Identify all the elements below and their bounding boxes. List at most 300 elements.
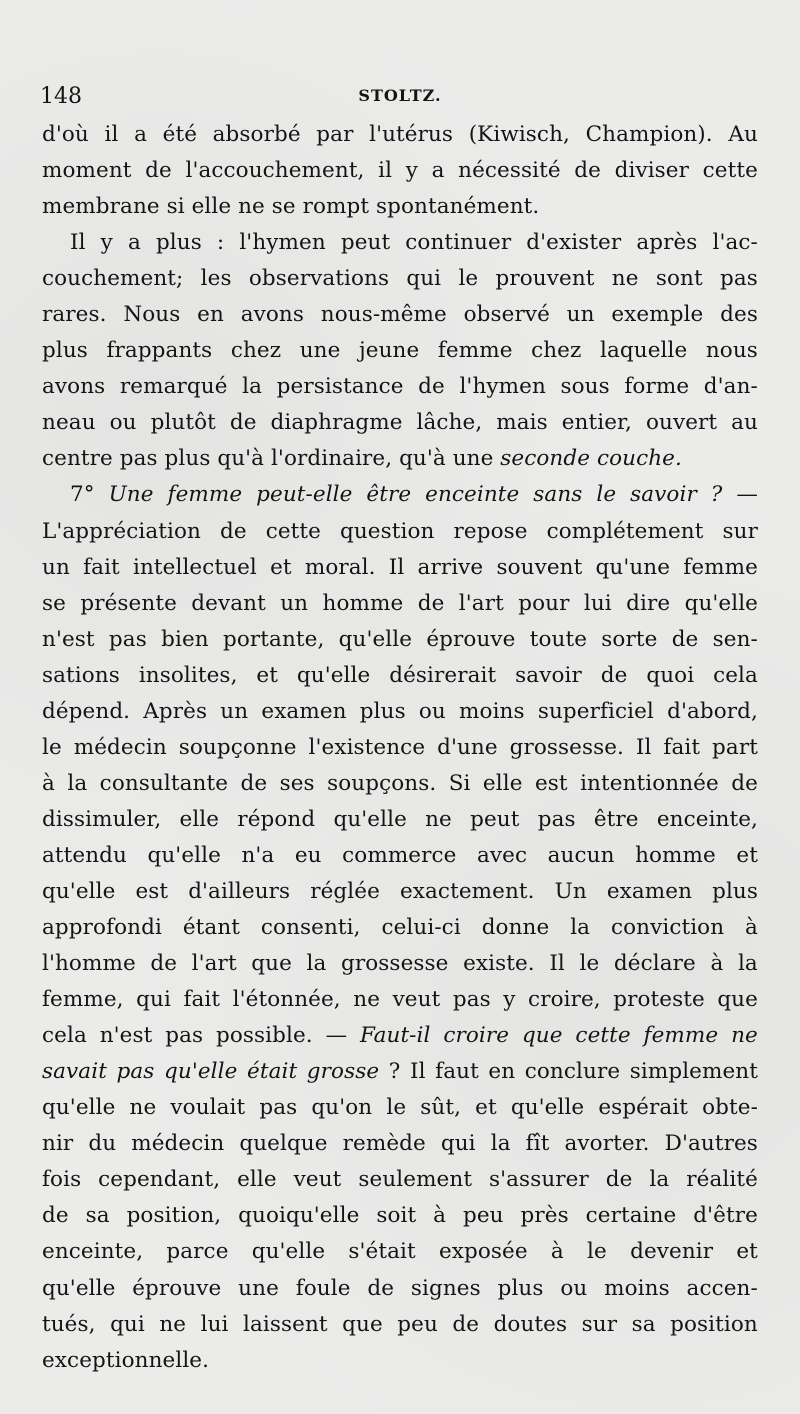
word: Il	[549, 951, 565, 977]
word: attendu	[42, 842, 127, 868]
word: pas	[452, 987, 491, 1013]
word: bien	[161, 626, 209, 652]
word: l'ac-	[712, 230, 758, 256]
word: cette	[265, 518, 321, 544]
word: (Kiwisch,	[468, 122, 570, 147]
word: ?	[710, 482, 723, 508]
word: réglée	[310, 878, 380, 904]
word: doutes	[493, 1311, 568, 1337]
word: un	[566, 302, 595, 328]
word: soupçons.	[327, 770, 437, 796]
word: enceinte	[425, 482, 520, 508]
word: femme	[167, 482, 243, 508]
word: un	[42, 554, 70, 580]
word: que	[521, 1023, 563, 1049]
word: plus	[712, 878, 758, 904]
text-line	[42, 514, 758, 550]
word: la	[242, 374, 263, 400]
word: la	[490, 1131, 511, 1157]
word: enceinte,	[656, 806, 758, 832]
word: a	[431, 158, 445, 184]
word: d'an-	[703, 374, 758, 400]
word: sur	[722, 518, 758, 544]
word: avons	[42, 374, 106, 400]
word: homme	[322, 590, 404, 616]
word: quelque	[239, 1131, 328, 1157]
word: plutôt	[150, 410, 216, 436]
word: Une	[108, 482, 154, 508]
text-line	[42, 117, 758, 153]
word: que	[342, 1311, 383, 1337]
word: question	[340, 518, 435, 544]
word: obte-	[702, 1095, 758, 1121]
word: sa	[85, 1203, 110, 1229]
word: nous-même	[320, 302, 447, 328]
word: l'hymen	[239, 230, 326, 256]
word: le	[579, 951, 600, 977]
word: éprouve	[426, 626, 516, 652]
word: complétement	[546, 518, 704, 544]
word: persistance	[276, 374, 404, 400]
page-number: 148	[40, 84, 82, 109]
word: faut	[435, 1059, 479, 1085]
word: à	[433, 1203, 447, 1229]
word: fît	[525, 1131, 550, 1157]
word: grossesse	[341, 951, 449, 977]
text-line	[42, 1307, 758, 1343]
word: de	[452, 1311, 480, 1337]
word: foule	[295, 1275, 351, 1301]
word: veut	[293, 1167, 342, 1193]
word: membrane	[42, 194, 160, 220]
word: s'était	[348, 1239, 416, 1265]
word: avec	[476, 842, 528, 868]
word: ou	[109, 410, 137, 436]
word: Nous	[123, 302, 181, 328]
word: n'est	[99, 1023, 153, 1049]
word: laissent	[243, 1311, 328, 1337]
word: eu	[294, 842, 322, 868]
word: se	[42, 590, 66, 616]
word: sorte	[601, 626, 658, 652]
word: femme	[437, 338, 513, 364]
word: rompt	[302, 194, 370, 220]
word: qu'à	[217, 446, 265, 472]
word: le	[386, 1095, 407, 1121]
word: intentionnée	[580, 770, 719, 796]
word: pour	[518, 590, 570, 616]
word: présente	[80, 590, 177, 616]
word: sa	[631, 1311, 656, 1337]
word: moins	[459, 698, 525, 724]
word: couchement;	[42, 266, 184, 292]
word: qu'on	[311, 1095, 373, 1121]
word: et	[475, 1095, 497, 1121]
text-line	[42, 946, 758, 982]
word: ne	[425, 806, 452, 832]
text-line	[42, 550, 758, 586]
word: peut-elle	[256, 482, 353, 508]
word: cela	[42, 1023, 87, 1049]
word: spontanément.	[375, 194, 540, 220]
word: l'ordinaire,	[270, 446, 393, 472]
word: de	[229, 410, 257, 436]
text-line	[42, 586, 758, 622]
word: lâche,	[416, 410, 483, 436]
word: qu'à	[399, 446, 446, 472]
word: la	[306, 951, 327, 977]
word: sût,	[420, 1095, 462, 1121]
word: d'être	[693, 1203, 758, 1229]
word: qu'elle	[42, 1095, 116, 1121]
word: de	[731, 770, 758, 796]
word: qu'elle	[296, 662, 371, 688]
word: qui	[440, 1131, 476, 1157]
text-line	[42, 441, 758, 477]
word: pas	[108, 626, 147, 652]
word: se	[271, 194, 296, 220]
word: exposée	[438, 1239, 528, 1265]
word: celui-ci	[381, 915, 461, 941]
word: de	[220, 518, 247, 544]
word: entier,	[561, 410, 632, 436]
word: savoir	[630, 482, 697, 508]
word: exceptionnelle.	[42, 1347, 210, 1373]
word: d'ailleurs	[188, 878, 291, 904]
word: dépend.	[42, 698, 131, 724]
word: plus	[359, 698, 406, 724]
word: elle	[191, 194, 232, 220]
word: ne	[238, 194, 265, 220]
word: déclare	[613, 951, 696, 977]
word: qu'elle	[333, 806, 407, 832]
word: désirerait	[389, 662, 497, 688]
word: il	[378, 158, 393, 184]
word: chez	[230, 338, 282, 364]
word: veut	[392, 987, 441, 1013]
word: par	[316, 122, 354, 147]
word: homme	[635, 842, 716, 868]
word: près	[520, 1203, 569, 1229]
word: moins	[604, 1275, 670, 1301]
text-line	[42, 1126, 758, 1162]
word: nécessité	[458, 158, 561, 184]
word: l'art	[191, 951, 237, 977]
word: rares.	[42, 302, 107, 328]
word: de	[150, 951, 178, 977]
word: croire	[443, 1023, 510, 1049]
word: diaphragme	[270, 410, 403, 436]
word: Il	[409, 1059, 426, 1085]
word: position,	[126, 1203, 222, 1229]
word: Au	[728, 122, 758, 147]
word: pas	[259, 1095, 298, 1121]
word: elle	[237, 1167, 277, 1193]
word: et	[736, 842, 758, 868]
word: soupçonne	[178, 734, 297, 760]
word: à	[745, 915, 758, 941]
word: de	[605, 1167, 633, 1193]
text-line	[42, 874, 758, 910]
word: quoiqu'elle	[238, 1203, 360, 1229]
word: qu'elle	[684, 590, 758, 616]
word: tués,	[42, 1311, 96, 1337]
word: et	[256, 662, 278, 688]
word: n'a	[241, 842, 275, 868]
word: l'art	[458, 590, 504, 616]
word: du	[88, 1131, 117, 1157]
word: ou	[560, 1275, 588, 1301]
word: fait	[663, 734, 701, 760]
word: plus	[155, 230, 202, 256]
word: de	[418, 374, 445, 400]
word: qu'elle	[147, 842, 221, 868]
word: elle	[482, 770, 523, 796]
word: sont	[655, 266, 703, 292]
word: possible.	[215, 1023, 313, 1049]
word: conclure	[524, 1059, 621, 1085]
text-line	[42, 1162, 758, 1198]
word: ne	[353, 987, 381, 1013]
text-line	[42, 730, 758, 766]
word: le	[596, 482, 617, 508]
text-line	[42, 694, 758, 730]
word: L'appréciation	[42, 518, 201, 544]
text-line	[42, 1271, 758, 1307]
text-line	[42, 658, 758, 694]
word: ?	[388, 1059, 401, 1085]
word: l'hymen	[459, 374, 546, 400]
word: sous	[560, 374, 610, 400]
text-line	[42, 1090, 758, 1126]
word: d'abord,	[667, 698, 758, 724]
word: ne	[129, 1095, 157, 1121]
word: observations	[248, 266, 390, 292]
word: souvent	[496, 554, 583, 580]
word: femme,	[42, 987, 124, 1013]
word: que	[717, 987, 758, 1013]
word: diviser	[614, 158, 690, 184]
word: 7°	[70, 482, 95, 508]
word: qui	[110, 1311, 145, 1337]
word: la	[649, 1167, 670, 1193]
word: devenir	[630, 1239, 714, 1265]
word: d'une	[437, 734, 498, 760]
word: croire,	[528, 987, 601, 1013]
word: approfondi	[42, 915, 162, 941]
word: peu	[397, 1311, 438, 1337]
word: savoir	[515, 662, 582, 688]
word: médecin	[131, 1131, 225, 1157]
text-line	[42, 1198, 758, 1234]
text-line	[42, 838, 758, 874]
word: seconde	[500, 446, 591, 472]
word: superficiel	[537, 698, 654, 724]
word: peut	[340, 230, 391, 256]
word: les	[200, 266, 232, 292]
word: y	[405, 158, 418, 184]
word: arrive	[417, 554, 484, 580]
word: moment	[42, 158, 132, 184]
word: existe.	[463, 951, 535, 977]
word: intellectuel	[132, 554, 257, 580]
word: à	[42, 770, 55, 796]
word: au	[731, 410, 758, 436]
word: Un	[554, 878, 587, 904]
text-line	[42, 297, 758, 333]
word: qu'une	[595, 554, 671, 580]
word: en	[488, 1059, 516, 1085]
text-line	[42, 153, 758, 189]
word: une	[452, 446, 494, 472]
word: cela	[713, 662, 758, 688]
text-line	[42, 261, 758, 297]
word: ne	[731, 1023, 758, 1049]
word: consenti,	[260, 915, 361, 941]
text-line	[42, 1234, 758, 1270]
word: l'étonnée,	[232, 987, 341, 1013]
word: qu'elle	[42, 1275, 116, 1301]
word: de	[145, 158, 172, 184]
word: dissimuler,	[42, 806, 162, 832]
word: toute	[529, 626, 588, 652]
word: plus	[42, 338, 88, 364]
word: étant	[182, 915, 241, 941]
word: ou	[418, 698, 446, 724]
word: sations	[42, 662, 120, 688]
word: une	[238, 1275, 279, 1301]
word: plus	[497, 1275, 544, 1301]
word: être	[366, 482, 412, 508]
word: en	[197, 302, 224, 328]
text-line	[42, 1018, 758, 1054]
word: de	[671, 626, 699, 652]
word: cette	[702, 158, 758, 184]
word: sur	[581, 1311, 618, 1337]
word: prouvent	[495, 266, 595, 292]
text-line	[42, 910, 758, 946]
text-line	[42, 1343, 758, 1379]
word: ses	[279, 770, 315, 796]
word: l'existence	[308, 734, 426, 760]
word: à	[550, 1239, 564, 1265]
word: couche.	[596, 446, 682, 472]
text-line	[42, 333, 758, 369]
word: pas	[165, 1023, 204, 1049]
word: lui	[200, 1311, 229, 1337]
word: que	[251, 951, 292, 977]
word: a	[127, 230, 141, 256]
word: l'homme	[42, 951, 136, 977]
word: est	[135, 878, 169, 904]
word: sen-	[712, 626, 758, 652]
text-line	[42, 477, 758, 513]
word: continuer	[405, 230, 512, 256]
text-line	[42, 766, 758, 802]
word: ouvert	[645, 410, 718, 436]
word: Faut-il	[360, 1023, 431, 1049]
word: repose	[453, 518, 528, 544]
word: enceinte,	[42, 1239, 144, 1265]
word: le	[458, 266, 479, 292]
word: jeune	[359, 338, 420, 364]
word: examen	[606, 878, 693, 904]
word: femme	[683, 554, 758, 580]
word: qu'elle	[338, 626, 413, 652]
word: qui	[406, 266, 442, 292]
word: la	[67, 770, 88, 796]
word: fait	[83, 554, 120, 580]
word: nous	[705, 338, 758, 364]
word: position	[670, 1311, 758, 1337]
word: examen	[261, 698, 347, 724]
word: avorter.	[564, 1131, 650, 1157]
word: pas	[537, 806, 576, 832]
word: certaine	[585, 1203, 677, 1229]
word: parce	[166, 1239, 229, 1265]
word: ne	[611, 266, 639, 292]
word: de	[367, 1275, 395, 1301]
word: d'où	[42, 122, 89, 147]
text-line	[42, 802, 758, 838]
word: femme	[643, 1023, 719, 1049]
word: donne	[481, 915, 550, 941]
word: signes	[410, 1275, 481, 1301]
word: Il	[635, 734, 652, 760]
word: remarqué	[119, 374, 228, 400]
word: pas	[119, 446, 158, 472]
word: elle	[179, 806, 220, 832]
word: été	[162, 122, 198, 147]
word: chez	[531, 338, 582, 364]
word: exactement.	[399, 878, 535, 904]
running-head: STOLTZ.	[358, 86, 442, 105]
word: le	[587, 1239, 607, 1265]
word: était	[247, 1059, 298, 1085]
word: Si	[448, 770, 471, 796]
word: nir	[42, 1131, 74, 1157]
word: avons	[240, 302, 304, 328]
page-header	[40, 84, 760, 114]
word: qu'elle	[251, 1239, 326, 1265]
word: y	[100, 230, 113, 256]
word: être	[593, 806, 639, 832]
text-line	[42, 405, 758, 441]
word: éprouve	[132, 1275, 222, 1301]
word: insolites,	[138, 662, 238, 688]
word: cependant,	[98, 1167, 221, 1193]
word: l'accouchement,	[185, 158, 365, 184]
word: fois	[42, 1167, 82, 1193]
word: Champion).	[585, 122, 713, 147]
word: réalité	[686, 1167, 758, 1193]
word: espérait	[598, 1095, 689, 1121]
word: pas	[116, 1059, 155, 1085]
word: il	[104, 122, 119, 147]
word: est	[534, 770, 568, 796]
text-line	[42, 189, 758, 225]
word: et	[270, 554, 292, 580]
word: la	[570, 915, 591, 941]
word: part	[712, 734, 758, 760]
word: a	[134, 122, 147, 147]
word: médecin	[73, 734, 167, 760]
word: savait	[42, 1059, 107, 1085]
word: Il	[388, 554, 405, 580]
word: si	[166, 194, 185, 220]
word: après	[636, 230, 698, 256]
word: Il	[70, 230, 86, 256]
